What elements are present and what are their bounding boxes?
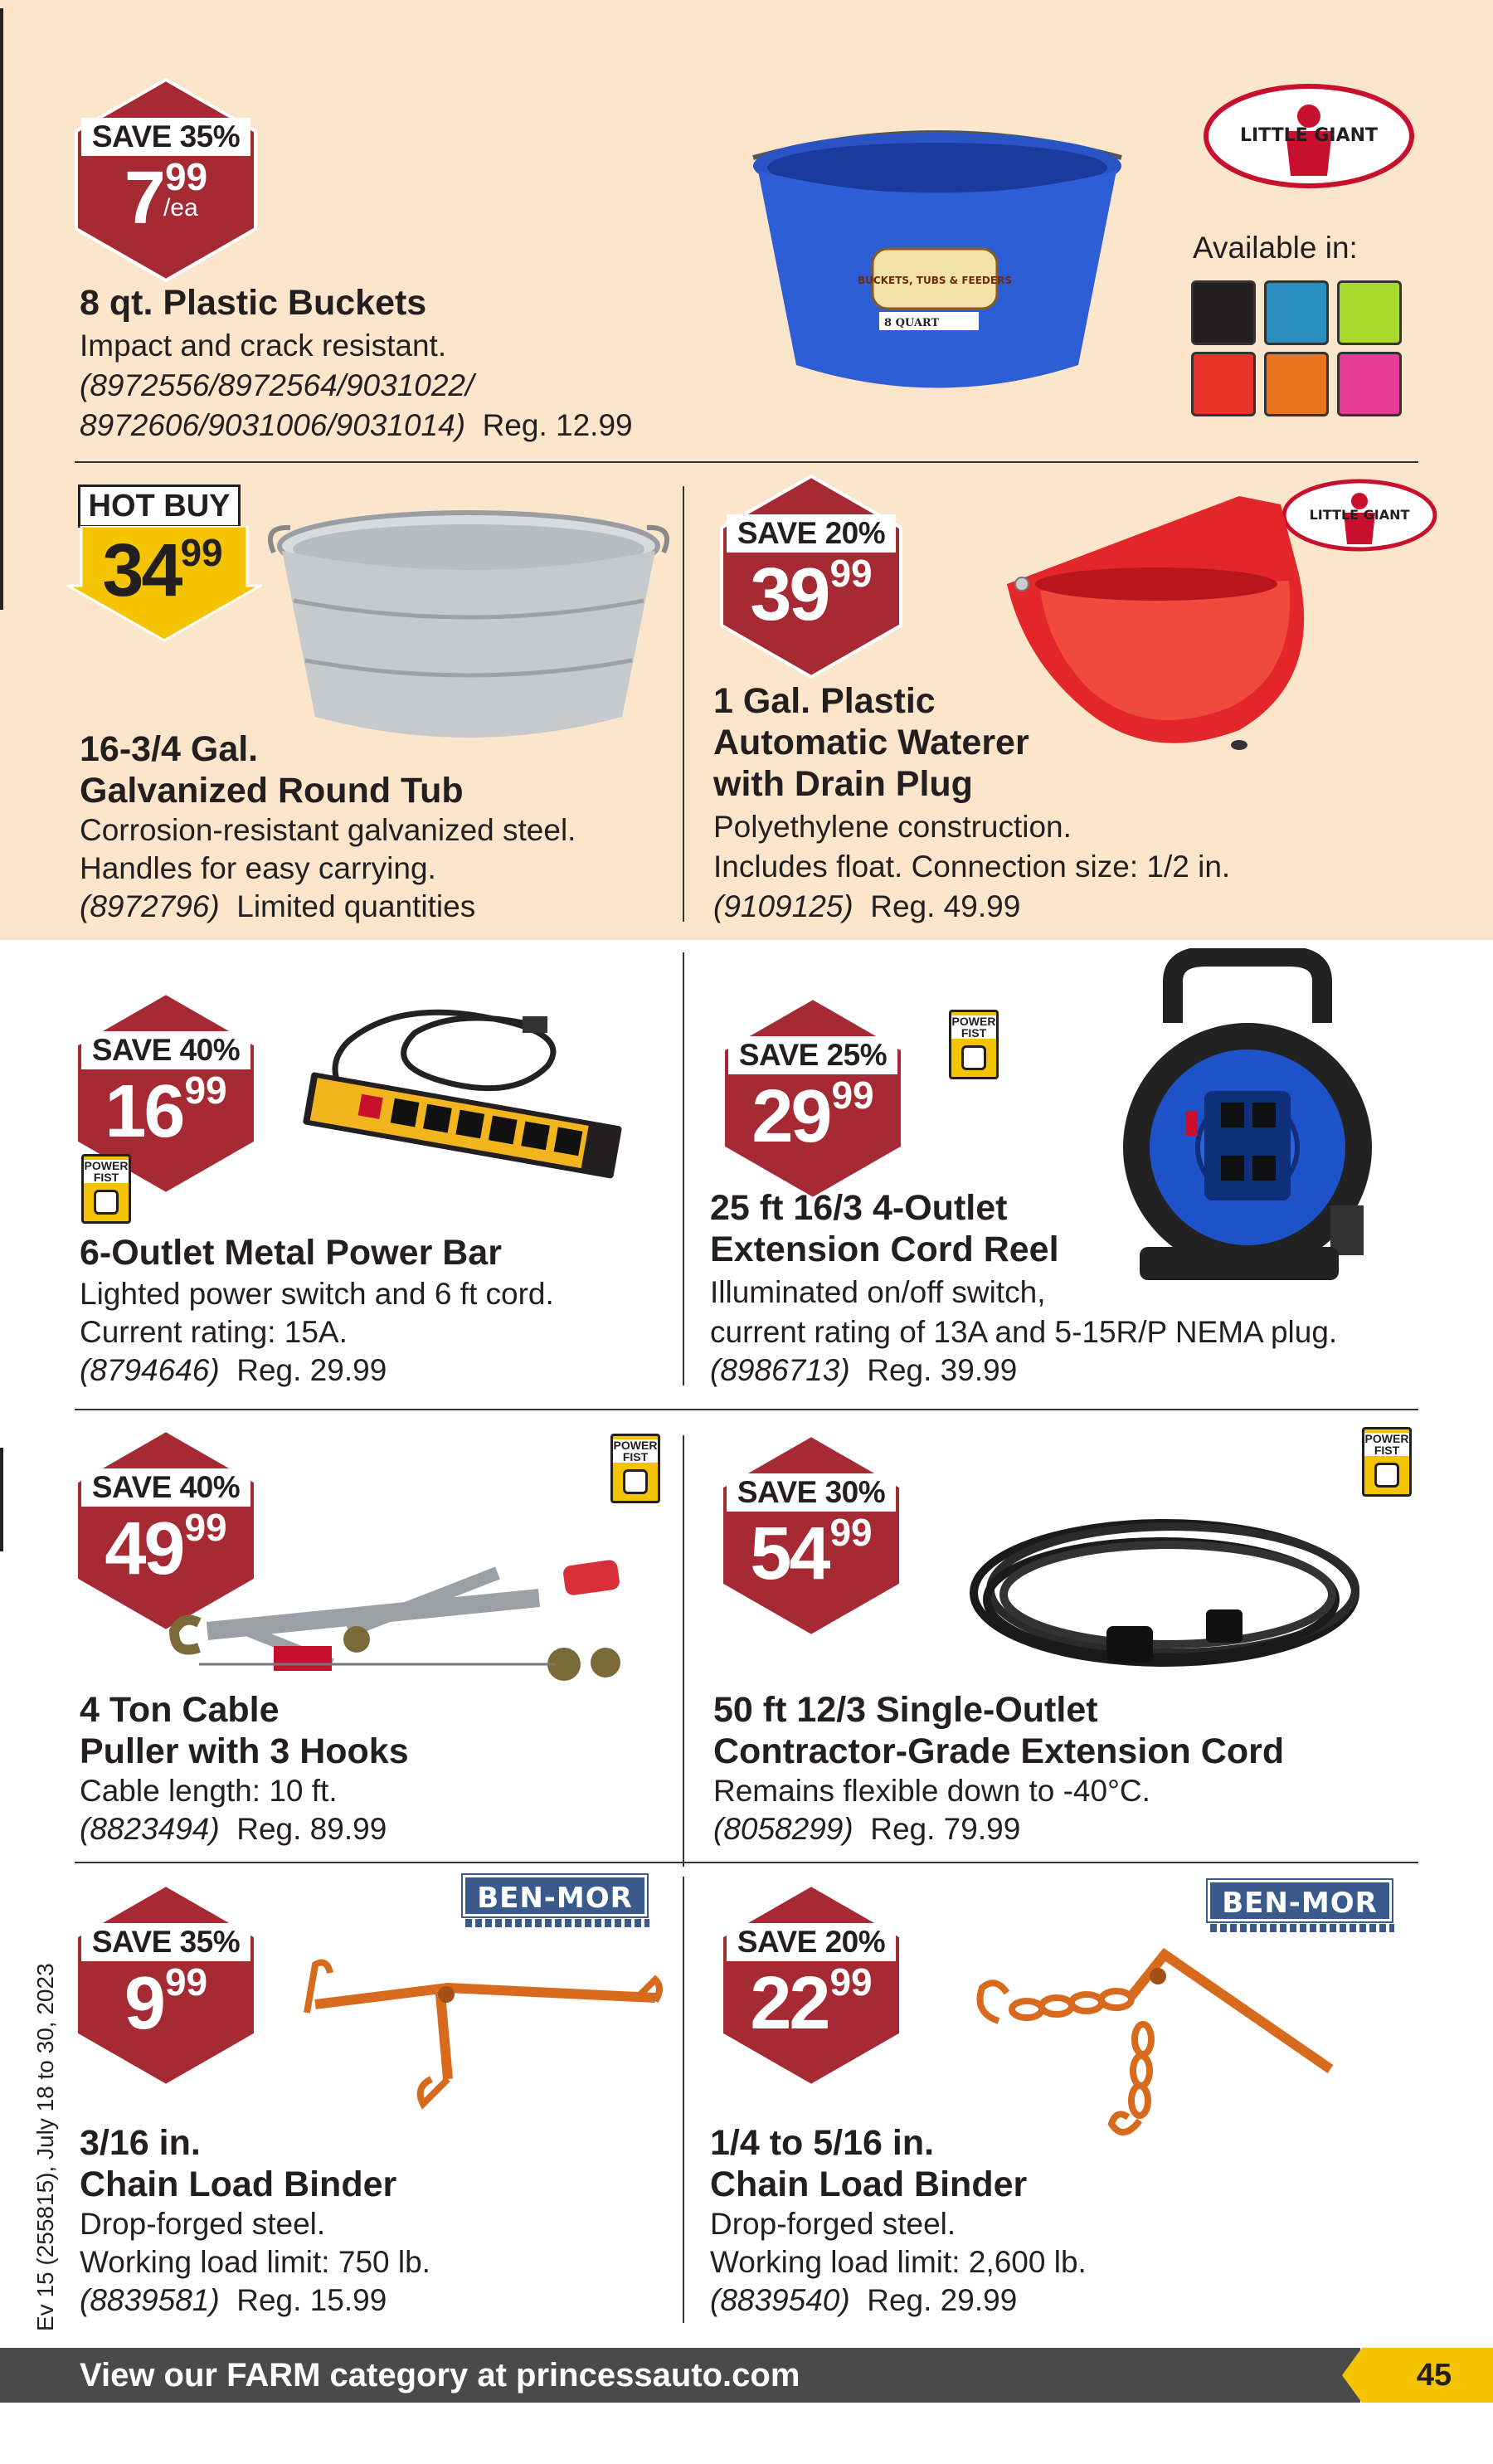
- product-title: 6-Outlet Metal Power Bar: [80, 1233, 502, 1273]
- product-cordreel[interactable]: [683, 940, 1493, 1409]
- product-extcord[interactable]: [683, 1410, 1493, 1863]
- sale-price: 2299: [750, 1960, 873, 2045]
- product-description: Lighted power switch and 6 ft cord.: [80, 1277, 554, 1311]
- ben-mor-logo: BEN-MOR: [1208, 1880, 1392, 1921]
- save-badge: [73, 76, 259, 284]
- product-waterer[interactable]: [683, 461, 1493, 940]
- product-title: 4 Ton Cable: [80, 1690, 280, 1730]
- product-description: Corrosion-resistant galvanized steel.: [80, 813, 576, 847]
- color-swatch-black[interactable]: [1191, 280, 1256, 345]
- product-title: 50 ft 12/3 Single-Outlet: [713, 1690, 1098, 1730]
- product-sku: (8839540) Reg. 29.99: [710, 2283, 1018, 2317]
- tub-image: [265, 509, 672, 750]
- product-title: Automatic Waterer: [713, 723, 1029, 762]
- product-title: Extension Cord Reel: [710, 1230, 1059, 1269]
- available-in-label: Available in:: [1193, 231, 1358, 265]
- cord-reel-image: [1123, 948, 1388, 1313]
- product-description: Working load limit: 750 lb.: [80, 2245, 430, 2279]
- product-description: Illuminated on/off switch,: [710, 1275, 1046, 1309]
- product-binder-large[interactable]: [683, 1863, 1493, 2328]
- product-buckets[interactable]: [0, 0, 1493, 461]
- availability-note: Limited quantities: [236, 889, 476, 923]
- color-swatch-orange[interactable]: [1264, 352, 1329, 416]
- svg-text:8 QUART: 8 QUART: [884, 317, 940, 329]
- power-fist-logo: POWER FIST: [949, 1010, 999, 1079]
- product-binder-small[interactable]: [0, 1863, 683, 2328]
- product-sku: (8058299) Reg. 79.99: [713, 1812, 1021, 1846]
- regular-price: Reg. 89.99: [236, 1812, 387, 1846]
- product-title: 25 ft 16/3 4-Outlet: [710, 1188, 1008, 1228]
- product-title: 1/4 to 5/16 in.: [710, 2123, 935, 2163]
- svg-text:LITTLE GIANT: LITTLE GIANT: [1239, 125, 1379, 146]
- product-tub[interactable]: [0, 461, 683, 940]
- svg-text:LITTLE GIANT: LITTLE GIANT: [1309, 507, 1410, 523]
- sale-price: 3999: [750, 552, 873, 636]
- cable-puller-image: [149, 1540, 639, 1689]
- product-sku: (8972796) Limited quantities: [80, 889, 476, 923]
- power-fist-logo: POWER FIST: [610, 1434, 660, 1503]
- product-sku: (8839581) Reg. 15.99: [80, 2283, 387, 2317]
- regular-price: Reg. 39.99: [867, 1353, 1018, 1387]
- regular-price: Reg. 15.99: [236, 2283, 387, 2317]
- edition-note: Ev 15 (255815), July 18 to 30, 2023: [32, 1963, 58, 2331]
- page-number: 45: [1416, 2358, 1452, 2393]
- power-bar-image: [299, 1000, 630, 1191]
- color-swatch-lime[interactable]: [1337, 280, 1402, 345]
- save-label: SAVE 35%: [91, 119, 241, 153]
- product-title: Chain Load Binder: [80, 2165, 397, 2204]
- product-title: Chain Load Binder: [710, 2165, 1028, 2204]
- sale-price: 3499: [102, 529, 223, 612]
- product-title: 1 Gal. Plastic: [713, 681, 936, 721]
- product-sku: (8986713) Reg. 39.99: [710, 1353, 1018, 1387]
- product-description: Includes float. Connection size: 1/2 in.: [713, 850, 1231, 884]
- product-description: current rating of 13A and 5-15R/P NEMA plug.: [710, 1315, 1338, 1349]
- sale-price: 2999: [751, 1074, 874, 1158]
- sale-price: 4999: [105, 1506, 227, 1590]
- regular-price: Reg. 49.99: [870, 889, 1021, 923]
- hot-buy-label: HOT BUY: [78, 485, 241, 528]
- product-description: Current rating: 15A.: [80, 1315, 348, 1349]
- save-badge: [720, 995, 906, 1202]
- waterer-image: [990, 491, 1339, 773]
- save-badge: [718, 473, 904, 680]
- product-description: Handles for easy carrying.: [80, 851, 436, 885]
- save-label: SAVE 40%: [91, 1470, 241, 1504]
- little-giant-logo: [1203, 83, 1415, 189]
- save-label: SAVE 20%: [737, 1925, 886, 1959]
- save-label: SAVE 30%: [737, 1475, 886, 1509]
- sale-price: 999: [124, 1960, 208, 2045]
- save-label: SAVE 35%: [91, 1925, 241, 1959]
- footer-bar[interactable]: [0, 2348, 1360, 2403]
- save-badge: [718, 1882, 904, 2089]
- product-title: Contractor-Grade Extension Cord: [713, 1731, 1285, 1771]
- chain-binder-image: [965, 1946, 1347, 2145]
- power-fist-logo: POWER FIST: [1362, 1427, 1412, 1497]
- regular-price: Reg. 29.99: [236, 1353, 387, 1387]
- svg-text:BUCKETS, TUBS & FEEDERS: BUCKETS, TUBS & FEEDERS: [858, 275, 1012, 286]
- product-title: 16-3/4 Gal.: [80, 729, 259, 769]
- product-description: Cable length: 10 ft.: [80, 1774, 338, 1808]
- regular-price: Reg. 79.99: [870, 1812, 1021, 1846]
- product-sku: (8823494) Reg. 89.99: [80, 1812, 387, 1846]
- product-sku: 8972606/9031006/9031014) Reg. 12.99: [80, 408, 633, 442]
- product-description: Drop-forged steel.: [710, 2207, 956, 2241]
- product-title: 3/16 in.: [80, 2123, 201, 2163]
- sale-price: 799 /ea: [124, 155, 208, 240]
- product-title: 8 qt. Plastic Buckets: [80, 283, 427, 323]
- save-badge: [718, 1432, 904, 1639]
- color-swatch-blue[interactable]: [1264, 280, 1329, 345]
- product-sku: (9109125) Reg. 49.99: [713, 889, 1021, 923]
- sale-price: 5499: [750, 1511, 873, 1595]
- save-label: SAVE 20%: [737, 516, 886, 550]
- color-swatch-pink[interactable]: [1337, 352, 1402, 416]
- product-description: Polyethylene construction.: [713, 810, 1072, 844]
- ben-mor-logo: BEN-MOR: [463, 1875, 647, 1916]
- product-description: Drop-forged steel.: [80, 2207, 326, 2241]
- product-title: with Drain Plug: [713, 764, 973, 804]
- regular-price: Reg. 29.99: [867, 2283, 1018, 2317]
- page-number-tab: [1342, 2348, 1493, 2403]
- product-powerbar[interactable]: [0, 940, 683, 1409]
- product-description: Working load limit: 2,600 lb.: [710, 2245, 1087, 2279]
- product-puller[interactable]: [0, 1410, 683, 1863]
- color-swatch-red[interactable]: [1191, 352, 1256, 416]
- power-fist-logo: POWER FIST: [81, 1154, 131, 1224]
- product-description: Remains flexible down to -40°C.: [713, 1774, 1150, 1808]
- extension-cord-image: [965, 1510, 1397, 1692]
- product-sku: (8972556/8972564/9031022/: [80, 368, 474, 402]
- product-title: Galvanized Round Tub: [80, 771, 464, 811]
- save-label: SAVE 40%: [91, 1033, 241, 1067]
- save-label: SAVE 25%: [738, 1038, 888, 1072]
- sale-price: 1699: [105, 1069, 227, 1153]
- bucket-image: [746, 124, 1128, 407]
- save-badge: [73, 1882, 259, 2089]
- regular-price: Reg. 12.99: [482, 408, 633, 442]
- product-description: Impact and crack resistant.: [80, 329, 447, 363]
- footer-link[interactable]: View our FARM category at princessauto.com: [80, 2357, 800, 2393]
- product-sku: (8794646) Reg. 29.99: [80, 1353, 387, 1387]
- chain-binder-image: [290, 1955, 672, 2121]
- product-title: Puller with 3 Hooks: [80, 1731, 409, 1771]
